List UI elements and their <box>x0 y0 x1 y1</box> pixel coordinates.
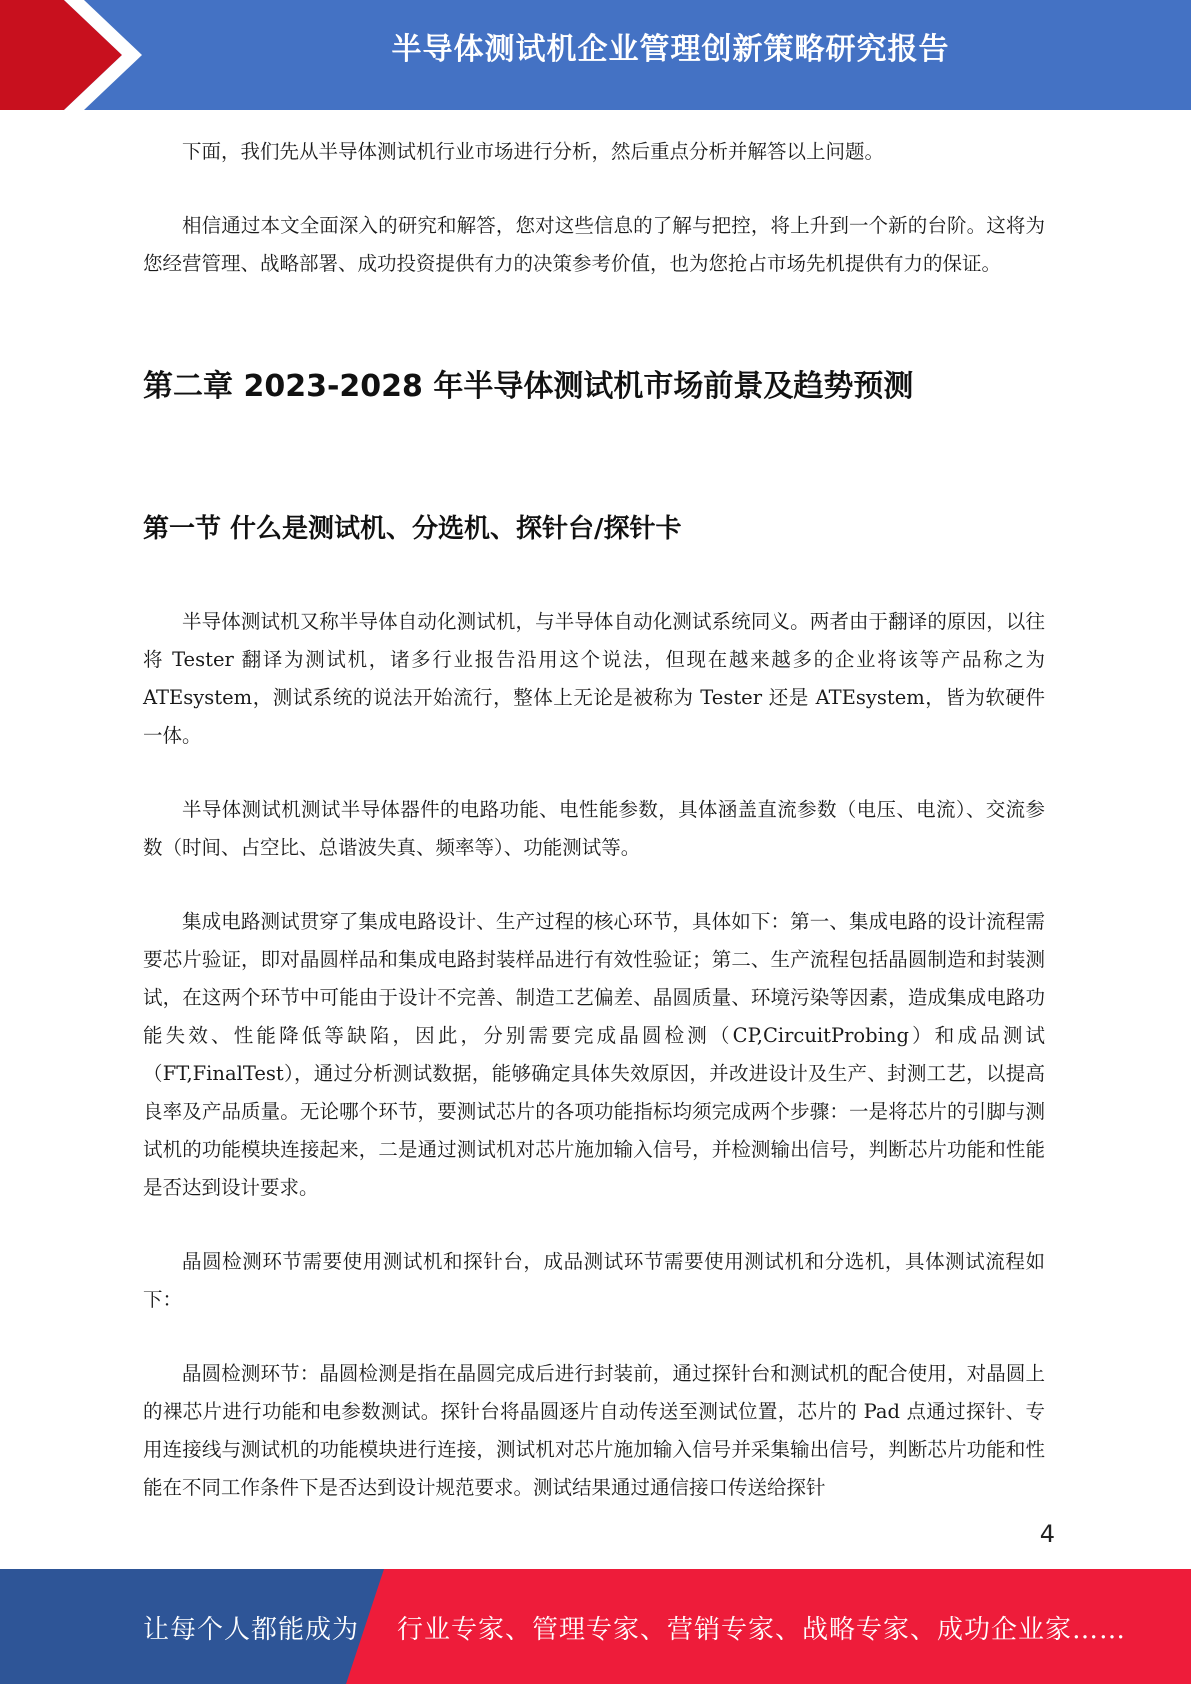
body-paragraph-3: 集成电路测试贯穿了集成电路设计、生产过程的核心环节，具体如下：第一、集成电路的设计流程需要芯片验证，即对晶圆样品和集成电路封装样品进行有效性验证；第二、生产流程包括晶圆制造和封装测试，在这两个环节中可能由于设计不完善、制造工艺偏差、晶圆质量、环境污染等因素，造成集成电路功能失效、性能降低等缺陷，因此，分别需要完成晶圆检测（CP,CircuitProbing）和成品测试（FT,FinalTest），通过分析测试数据，能够确定具体失效原因，并改进设计及生产、封测工艺，以提高良率及产品质量。无论哪个环节，要测试芯片的各项功能指标均须完成两个步骤：一是将芯片的引脚与测试机的功能模块连接起来，二是通过测试机对芯片施加输入信号，并检测输出信号，判断芯片功能和性能是否达到设计要求。 <box>143 910 1045 1199</box>
header-banner <box>0 0 1191 110</box>
intro-text <box>143 133 1045 283</box>
intro-paragraph-1: 下面，我们先从半导体测试机行业市场进行分析，然后重点分析并解答以上问题。 <box>182 140 885 163</box>
body-paragraph-5: 晶圆检测环节：晶圆检测是指在晶圆完成后进行封装前，通过探针台和测试机的配合使用，对晶圆上的裸芯片进行功能和电参数测试。探针台将晶圆逐片自动传送至测试位置，芯片的 Pad 点通过探针、专用连接线与测试机的功能模块进行连接，测试机对芯片施加输入信号并采集输出信号，判断芯片功能和性能在不同工作条件下是否达到设计规范要求。测试结果通过通信接口传送给探针 <box>143 1362 1045 1499</box>
body-paragraph-4: 晶圆检测环节需要使用测试机和探针台，成品测试环节需要使用测试机和分选机，具体测试流程如下： <box>143 1250 1045 1311</box>
footer-slogan-left: 让每个人都能成为 <box>143 1615 360 1645</box>
header-arrow-decoration <box>0 0 160 110</box>
page-number: 4 <box>1039 1520 1055 1548</box>
section-body <box>143 603 1045 1507</box>
footer-slogan-right: 行业专家、管理专家、营销专家、战略专家、成功企业家…… <box>397 1615 1127 1645</box>
intro-paragraph-2: 相信通过本文全面深入的研究和解答，您对这些信息的了解与把控，将上升到一个新的台阶。这将为您经营管理、战略部署、成功投资提供有力的决策参考价值，也为您抢占市场先机提供有力的保证。 <box>143 214 1045 275</box>
body-paragraph-2: 半导体测试机测试半导体器件的电路功能、电性能参数，具体涵盖直流参数（电压、电流）、交流参数（时间、占空比、总谐波失真、频率等）、功能测试等。 <box>143 798 1045 859</box>
report-title: 半导体测试机企业管理创新策略研究报告 <box>391 32 950 67</box>
footer-banner <box>0 1569 1191 1684</box>
section-title: 第一节 什么是测试机、分选机、探针台/探针卡 <box>143 514 682 544</box>
chapter-title: 第二章 2023-2028 年半导体测试机市场前景及趋势预测 <box>143 369 914 404</box>
body-paragraph-1: 半导体测试机又称半导体自动化测试机，与半导体自动化测试系统同义。两者由于翻译的原因，以往将 Tester 翻译为测试机，诸多行业报告沿用这个说法，但现在越来越多的企业将该等产品称之为 ATEsystem，测试系统的说法开始流行，整体上无论是被称为 Tester 还是 ATEsystem，皆为软硬件一体。 <box>143 610 1045 747</box>
